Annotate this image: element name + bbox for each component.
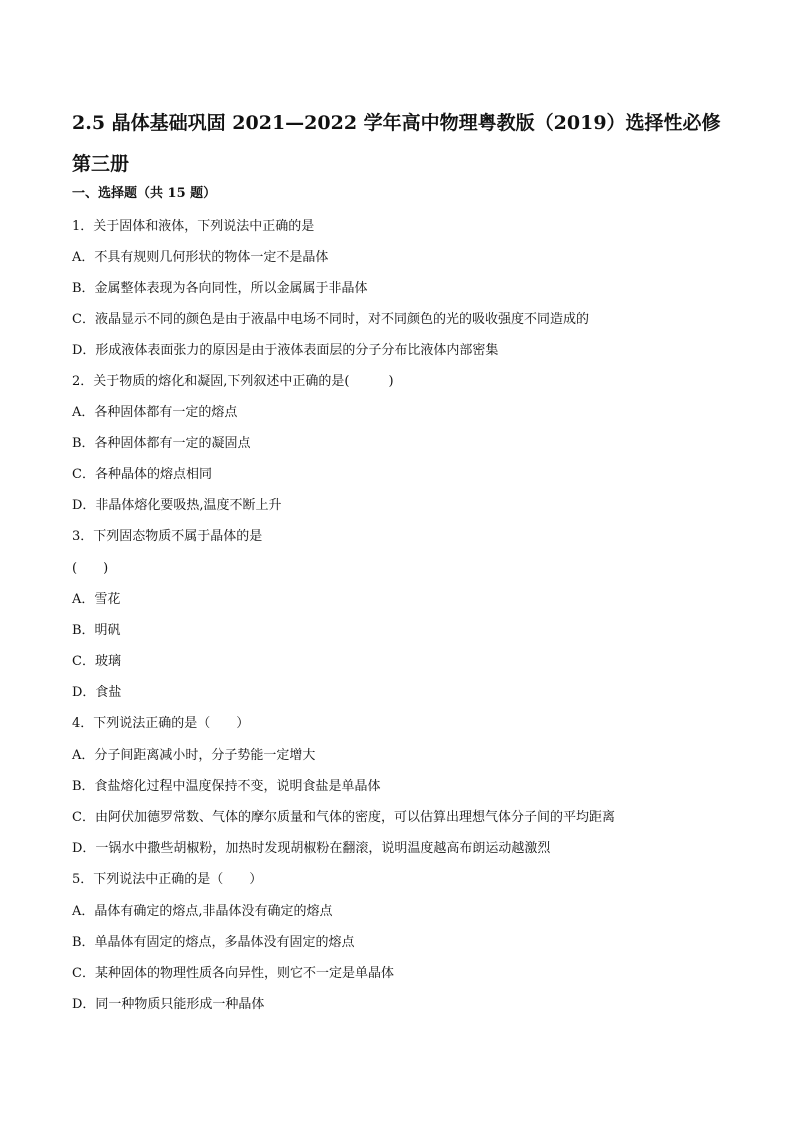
- question-4-option-d: D．一锅水中撒些胡椒粉，加热时发现胡椒粉在翻滚，说明温度越高布朗运动越激烈: [72, 841, 551, 856]
- question-3-option-c: C．玻璃: [72, 654, 121, 669]
- question-2-option-b: B．各种固体都有一定的凝固点: [72, 436, 251, 451]
- question-5-option-b: B．单晶体有固定的熔点，多晶体没有固定的熔点: [72, 935, 355, 950]
- question-3-option-d: D．食盐: [72, 685, 122, 700]
- question-3-option-a: A．雪花: [72, 592, 121, 607]
- question-2-option-c: C．各种晶体的熔点相同: [72, 467, 212, 482]
- question-2-option-d: D．非晶体熔化要吸热,温度不断上升: [72, 498, 282, 513]
- question-4-option-b: B．食盐熔化过程中温度保持不变，说明食盐是单晶体: [72, 779, 381, 794]
- question-5-option-c: C．某种固体的物理性质各向异性，则它不一定是单晶体: [72, 966, 394, 981]
- question-3-option-b: B．明矾: [72, 623, 121, 638]
- question-1-option-d: D．形成液体表面张力的原因是由于液体表面层的分子分布比液体内部密集: [72, 343, 499, 358]
- question-2-stem: 2．关于物质的熔化和凝固,下列叙述中正确的是( ): [72, 374, 394, 389]
- question-3-stem-cont: ( ): [72, 561, 109, 576]
- question-1-stem: 1．关于固体和液体，下列说法中正确的是: [72, 219, 315, 234]
- question-4-option-a: A．分子间距离减小时，分子势能一定增大: [72, 748, 316, 763]
- question-4-option-c: C．由阿伏加德罗常数、气体的摩尔质量和气体的密度，可以估算出理想气体分子间的平均距离: [72, 810, 615, 825]
- question-2-option-a: A．各种固体都有一定的熔点: [72, 405, 238, 420]
- question-1-option-c: C．液晶显示不同的颜色是由于液晶中电场不同时，对不同颜色的光的吸收强度不同造成的: [72, 312, 589, 327]
- question-5-stem: 5．下列说法中正确的是（ ）: [72, 872, 263, 887]
- section-heading: 一、选择题（共 15 题）: [72, 186, 217, 201]
- question-5-option-a: A．晶体有确定的熔点,非晶体没有确定的熔点: [72, 904, 333, 919]
- question-3-stem: 3．下列固态物质不属于晶体的是: [72, 529, 263, 544]
- question-1-option-b: B．金属整体表现为各向同性，所以金属属于非晶体: [72, 281, 368, 296]
- question-4-stem: 4．下列说法正确的是（ ）: [72, 716, 250, 731]
- question-1-option-a: A．不具有规则几何形状的物体一定不是晶体: [72, 250, 329, 265]
- question-5-option-d: D．同一种物质只能形成一种晶体: [72, 997, 265, 1012]
- document-title: 2.5 晶体基础巩固 2021—2022 学年高中物理粤教版（2019）选择性必修第三册: [72, 112, 721, 175]
